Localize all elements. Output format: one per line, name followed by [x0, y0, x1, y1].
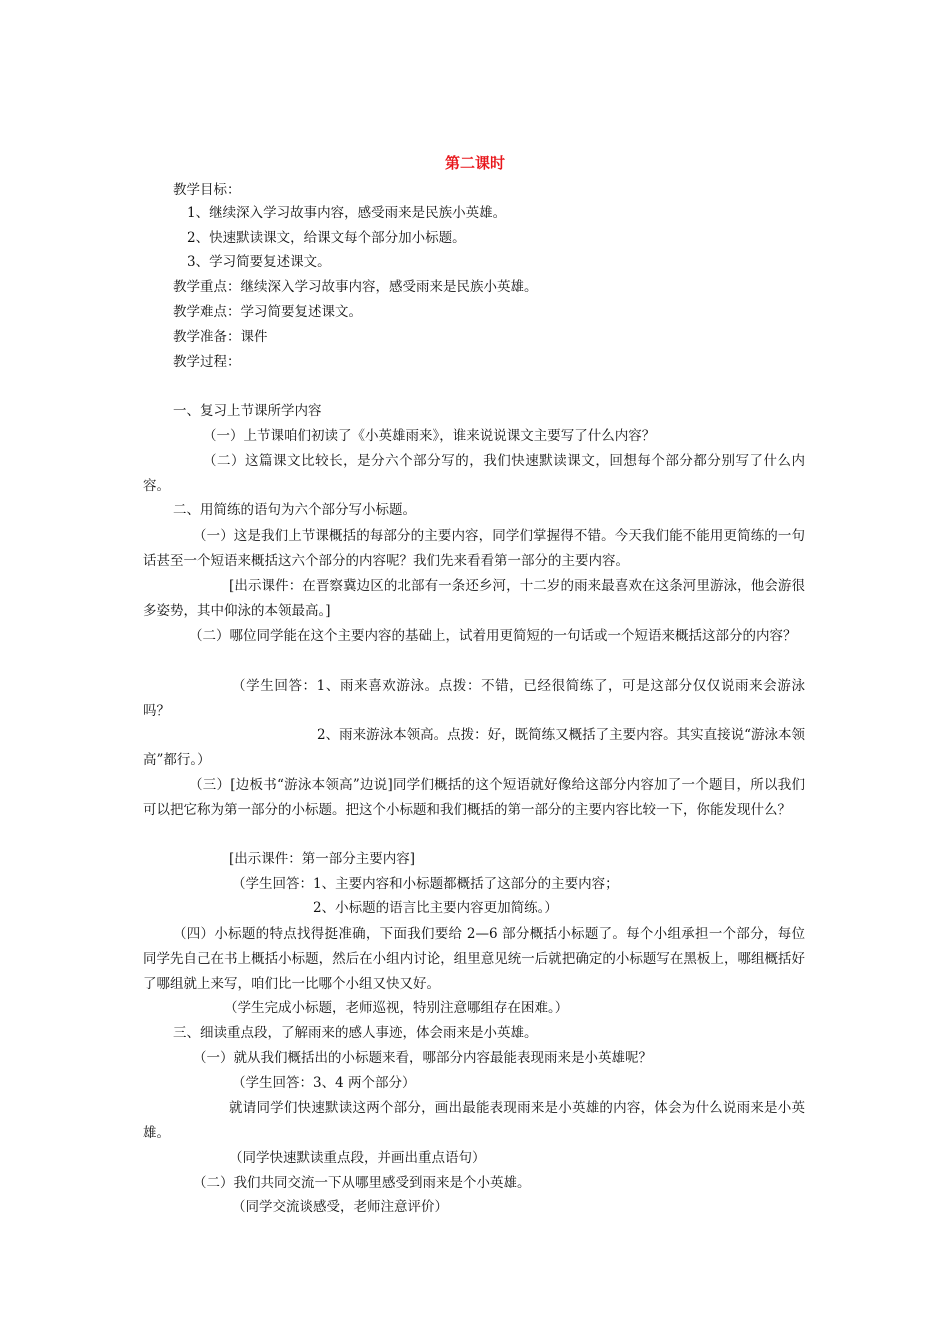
paragraph: （二）哪位同学能在这个主要内容的基础上，试着用更简短的一句话或一个短语来概括这部分的内容？: [189, 628, 797, 644]
teaching-difficulty: 教学难点：学习简要复述课文。: [173, 304, 362, 320]
student-answer: （学生回答：3、4 两个部分）: [232, 1075, 416, 1091]
student-answer: 2、小标题的语言比主要内容更加简练。）: [313, 900, 558, 916]
teaching-focus: 教学重点：继续深入学习故事内容，感受雨来是民族小英雄。: [173, 279, 538, 295]
paragraph: （二）我们共同交流一下从哪里感受到雨来是个小英雄。: [193, 1175, 531, 1191]
section-heading: 三、细读重点段，了解雨来的感人事迹，体会雨来是小英雄。: [173, 1025, 538, 1041]
teacher-note: （学生完成小标题，老师巡视，特别注意哪组存在困难。）: [224, 1000, 569, 1016]
courseware-note: [出示课件：在晋察冀边区的北部有一条还乡河，十二岁的雨来最喜欢在这条河里游泳，他会游很多姿势，其中仰泳的本领最高。]: [143, 578, 805, 619]
objective-item: 1、继续深入学习故事内容，感受雨来是民族小英雄。: [187, 205, 507, 221]
objectives-heading: 教学目标：: [173, 182, 241, 198]
paragraph: （三）[边板书“游泳本领高”边说]同学们概括的这个短语就好像给这部分内容加了一个题目，所以我们可以把它称为第一部分的小标题。把这个小标题和我们概括的第一部分的主要内容比较一下，你能发现什么？: [143, 777, 805, 818]
objective-item: 3、学习简要复述课文。: [187, 254, 331, 270]
student-answer: 2、雨来游泳本领高。点拨：好，既简练又概括了主要内容。其实直接说“游泳本领高”都行。）: [143, 727, 805, 768]
paragraph: 就请同学们快速默读这两个部分，画出最能表现雨来是小英雄的内容，体会为什么说雨来是小英雄。: [143, 1100, 805, 1141]
teacher-note: （同学快速默读重点段，并画出重点语句）: [229, 1150, 486, 1166]
objective-item: 2、快速默读课文，给课文每个部分加小标题。: [187, 230, 466, 246]
paragraph: （一）这是我们上节课概括的每部分的主要内容，同学们掌握得不错。今天我们能不能用更简练的一句话甚至一个短语来概括这六个部分的内容呢？我们先来看看第一部分的主要内容。: [143, 528, 805, 569]
teaching-preparation: 教学准备：课件: [173, 329, 268, 345]
section-heading: 二、用简练的语句为六个部分写小标题。: [173, 502, 416, 518]
teacher-note: （同学交流谈感受，老师注意评价）: [232, 1199, 448, 1215]
process-heading: 教学过程：: [173, 354, 241, 370]
page-title: 第二课时: [444, 154, 505, 172]
paragraph: （四）小标题的特点找得挺准确，下面我们要给 2—6 部分概括小标题了。每个小组承担一个部分，每位同学先自己在书上概括小标题，然后在小组内讨论，组里意见统一后就把确定的小标题写在黑板上，哪组概括好了哪组就上来写，咱们比一比哪个小组又快又好。: [143, 926, 805, 992]
courseware-note: [出示课件：第一部分主要内容]: [229, 851, 416, 867]
student-answer: （学生回答：1、雨来喜欢游泳。点拨：不错，已经很简练了，可是这部分仅仅说雨来会游泳吗？: [143, 678, 805, 719]
section-heading: 一、复习上节课所学内容: [173, 403, 322, 419]
paragraph: （一）上节课咱们初读了《小英雄雨来》，谁来说说课文主要写了什么内容？: [203, 428, 656, 444]
student-answer: （学生回答：1、主要内容和小标题都概括了这部分的主要内容；: [232, 876, 619, 892]
paragraph: （一）就从我们概括出的小标题来看，哪部分内容最能表现雨来是小英雄呢？: [193, 1050, 652, 1066]
paragraph: （二）这篇课文比较长，是分六个部分写的，我们快速默读课文，回想每个部分都分别写了什么内容。: [143, 453, 805, 494]
